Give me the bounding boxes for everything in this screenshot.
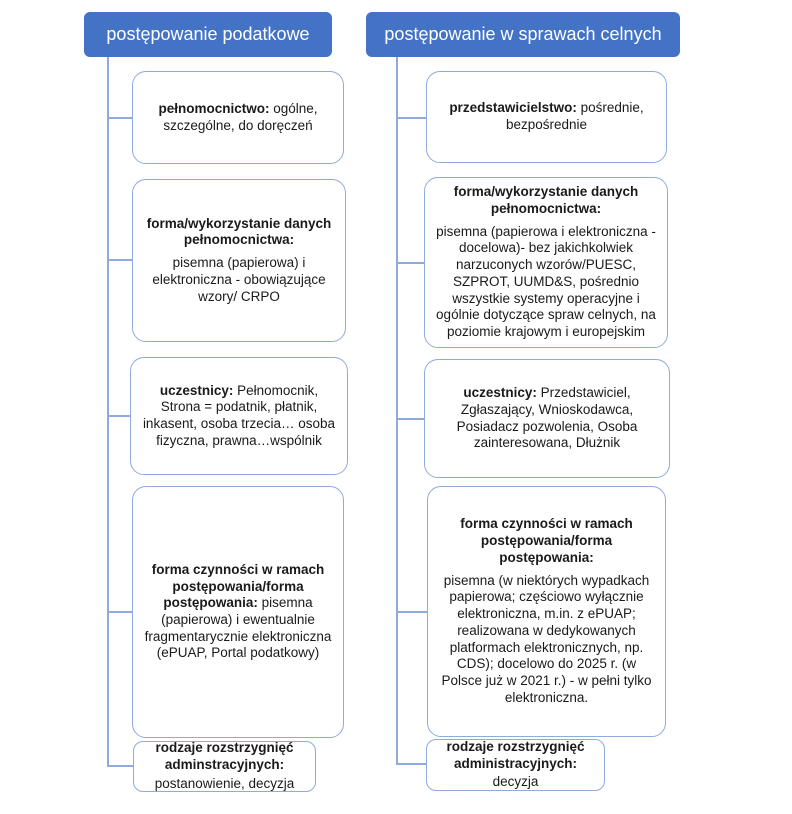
node-title: uczestnicy: bbox=[463, 385, 537, 401]
node-body: pisemna (papierowa i elektroniczna - docelowa)- bez jakichkolwiek narzuconych wzorów/PUESC, SZPROT, UUMD&S, pośrednio wszystkie systemy operacyjne i ogólnie dotyczące spraw celnych, na poziomie krajowym i europejskim bbox=[436, 223, 656, 340]
node-content bbox=[425, 180, 667, 345]
node-tax-pelnomocnictwo bbox=[132, 71, 344, 164]
connector-branch bbox=[108, 611, 133, 613]
node-content bbox=[133, 558, 343, 666]
node-body: postanowienie, decyzja bbox=[154, 775, 295, 791]
node-title: forma czynności w ramach postępowania/forma postępowania: bbox=[460, 516, 633, 565]
node-body: decyzja bbox=[492, 774, 539, 790]
connector-branch bbox=[397, 262, 425, 264]
node-body: pisemna (papierowa) i elektroniczna - obowiązujące wzory/ CRPO bbox=[152, 255, 326, 304]
connector-branch bbox=[108, 117, 133, 119]
node-content bbox=[427, 96, 666, 137]
connector-branch bbox=[397, 611, 428, 613]
node-tax-forma-danych bbox=[132, 179, 346, 342]
connector-branch bbox=[397, 418, 425, 420]
node-customs-forma-czynnosci bbox=[427, 486, 666, 737]
connector-trunk-left bbox=[107, 57, 109, 767]
node-title: forma czynności w ramach postępowania/forma postępowania: bbox=[151, 561, 325, 611]
node-title: rodzaje rozstrzygnięć administracyjnych: bbox=[446, 738, 585, 771]
node-customs-forma-danych bbox=[424, 177, 668, 348]
column-header-customs-proceedings: postępowanie w sprawach celnych bbox=[366, 12, 680, 57]
node-content bbox=[425, 381, 669, 456]
node-body: Przedstawiciel, Zgłaszający, Wnioskodawca, Posiadacz pozwolenia, Osoba zainteresowana, Dłużnik bbox=[456, 385, 638, 451]
node-content bbox=[133, 212, 345, 310]
node-tax-uczestnicy bbox=[130, 357, 348, 475]
node-content bbox=[428, 512, 665, 710]
connector-branch bbox=[397, 117, 427, 119]
node-content bbox=[134, 738, 315, 794]
node-tax-rodzaje-rozstrzygniec bbox=[133, 741, 316, 792]
node-title: forma/wykorzystanie danych pełnomocnictwa: bbox=[146, 215, 332, 248]
node-content bbox=[427, 737, 604, 793]
connector-trunk-right bbox=[396, 57, 398, 765]
column-header-tax-proceedings: postępowanie podatkowe bbox=[84, 12, 332, 57]
node-content bbox=[133, 97, 343, 138]
node-body: pisemna (w niektórych wypadkach papierowa; częściowo wyłącznie elektroniczna, m.in. z ePUAP; realizowana w dedykowanych platformach elektronicznych, np. CDS); docelowo do 2025 r. (w Polsce już w 2021 r.) - w pełni tylko elektroniczna. bbox=[441, 572, 652, 705]
node-customs-rodzaje-rozstrzygniec bbox=[426, 739, 605, 791]
node-customs-uczestnicy bbox=[424, 359, 670, 478]
connector-branch bbox=[108, 259, 133, 261]
connector-branch bbox=[108, 765, 134, 767]
node-customs-przedstawicielstwo bbox=[426, 71, 667, 163]
node-content bbox=[131, 379, 347, 454]
node-title: przedstawicielstwo: bbox=[449, 100, 577, 116]
node-title: uczestnicy: bbox=[159, 382, 234, 398]
node-title: rodzaje rozstrzygnięć adminstracyjnych: bbox=[155, 740, 294, 773]
node-tax-forma-czynnosci bbox=[132, 486, 344, 738]
node-body: ogólne, szczególne, do doręczeń bbox=[163, 100, 318, 133]
node-body: pisemna (papierowa) i ewentualnie fragmentarycznie elektroniczna (ePUAP, Portal podatkowy) bbox=[144, 595, 332, 661]
node-body: Pełnomocnik, Strona = podatnik, płatnik, inkasent, osoba trzecia… osoba fizyczna, prawna…wspólnik bbox=[142, 382, 336, 448]
node-title: pełnomocnictwo: bbox=[158, 100, 270, 116]
node-title: forma/wykorzystanie danych pełnomocnictwa: bbox=[453, 184, 639, 216]
connector-branch bbox=[397, 763, 427, 765]
connector-branch bbox=[108, 415, 131, 417]
node-body: pośrednie, bezpośrednie bbox=[505, 100, 644, 132]
